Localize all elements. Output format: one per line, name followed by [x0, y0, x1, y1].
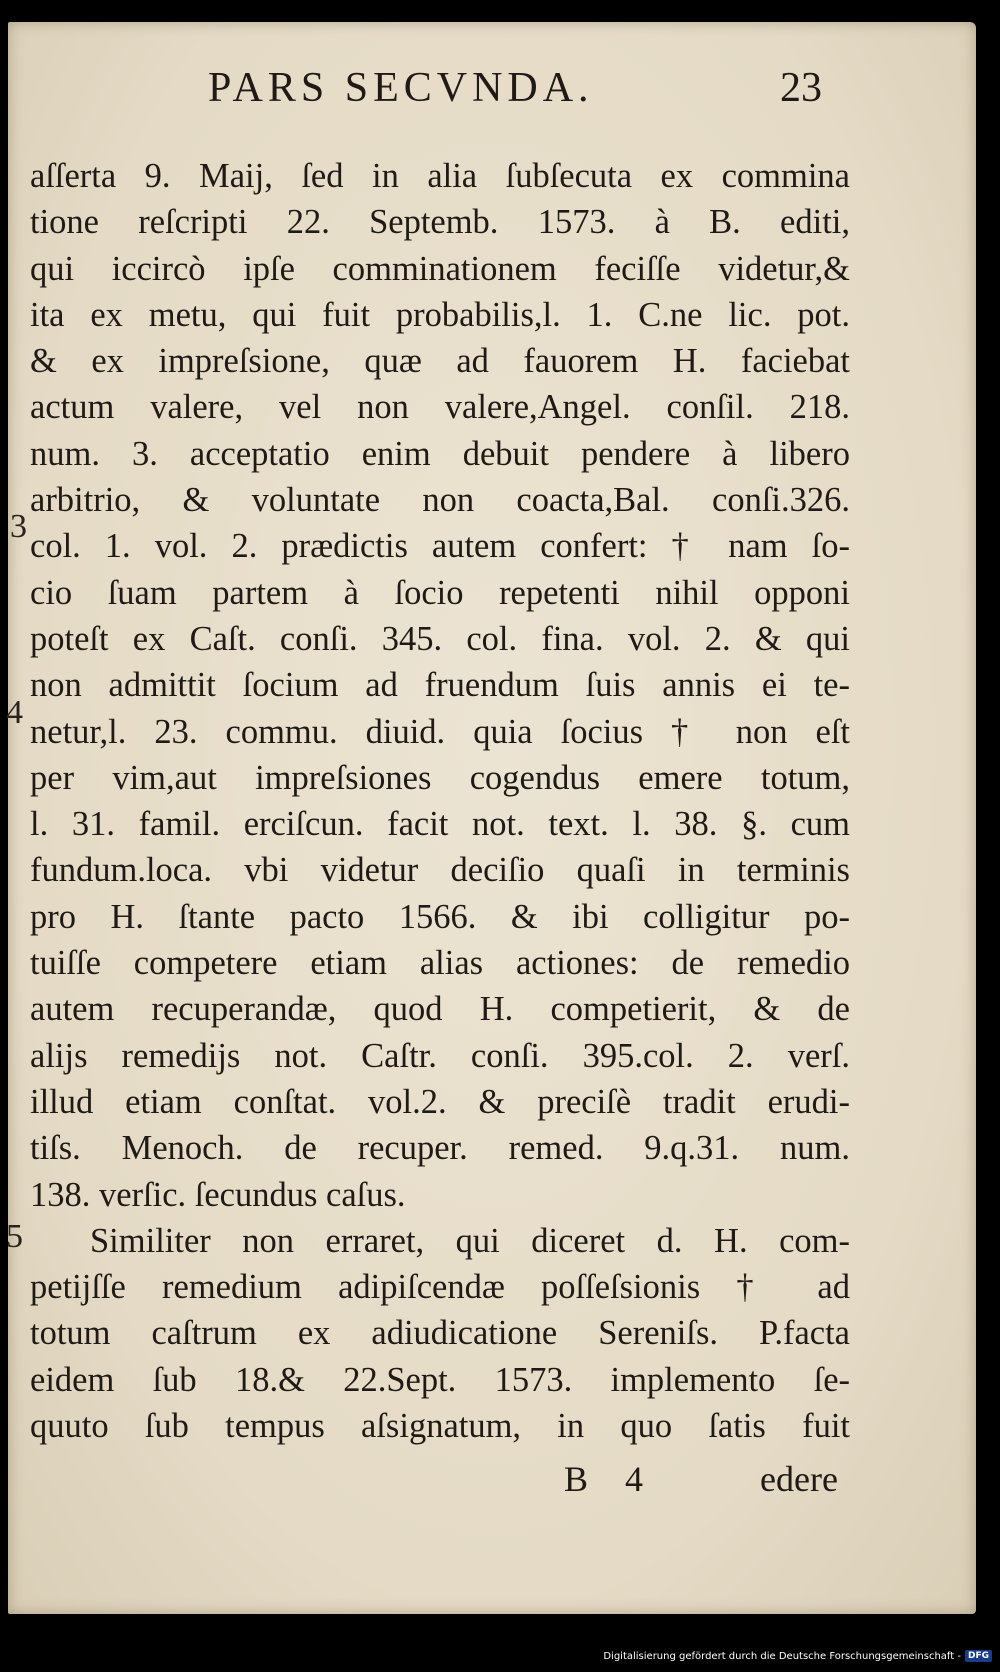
signature-mark: B 4 — [564, 1459, 644, 1499]
text-line: actum valere, vel non valere,Angel. conſil. 218. — [30, 388, 850, 427]
text-line: qui iccircò ipſe comminationem feciſſe videtur,& — [30, 249, 850, 288]
digitization-credit — [603, 1646, 992, 1666]
text-line: quuto ſub tempus aſsignatum, in quo ſatis fuit — [30, 1407, 850, 1446]
text-line: illud etiam conſtat. vol.2. & preciſè tradit erudi- — [30, 1082, 850, 1121]
text-line: pro H. ſtante pacto 1566. & ibi colligitur po- — [30, 897, 850, 936]
text-line: petijſſe remedium adipiſcendæ poſſeſsionis † ad — [30, 1268, 850, 1307]
credit-text: Digitalisierung gefördert durch die Deutsche Forschungsgemeinschaft - — [603, 1650, 961, 1662]
text-line: l. 31. famil. erciſcun. facit not. text. l. 38. §. cum — [30, 805, 850, 844]
marginal-number: 3 — [10, 508, 27, 545]
text-line: 138. verſic. ſecundus caſus. — [30, 1175, 406, 1214]
text-line: arbitrio, & voluntate non coacta,Bal. conſi.326. — [30, 481, 850, 520]
text-line: cio ſuam partem à ſocio repetenti nihil opponi — [30, 573, 850, 612]
text-line: autem recuperandæ, quod H. competierit, & de — [30, 990, 850, 1029]
text-line: eidem ſub 18.& 22.Sept. 1573. implemento ſe- — [30, 1360, 850, 1399]
marginal-number: 4 — [6, 694, 23, 731]
text-line: poteſt ex Caſt. conſi. 345. col. fina. vol. 2. & qui — [30, 619, 850, 658]
page-footer — [8, 1458, 976, 1508]
text-line: tione reſcripti 22. Septemb. 1573. à B. editi, — [30, 203, 850, 242]
book-page — [8, 22, 976, 1614]
catchword: edere — [760, 1459, 838, 1499]
text-line: col. 1. vol. 2. prædictis autem confert: † nam ſo- — [30, 527, 850, 566]
dfg-logo-icon: DFG — [965, 1650, 992, 1662]
text-line: alijs remedijs not. Caſtr. conſi. 395.col. 2. verſ. — [30, 1036, 850, 1075]
text-line: non admittit ſocium ad fruendum ſuis annis ei te- — [30, 666, 850, 705]
marginal-number: 5 — [6, 1218, 23, 1255]
page-number: 23 — [780, 65, 822, 111]
text-line: aſſerta 9. Maij, ſed in alia ſubſecuta ex commina — [30, 157, 850, 195]
text-line: tuiſſe competere etiam alias actiones: de remedio — [30, 944, 850, 983]
text-line: num. 3. acceptatio enim debuit pendere à libero — [30, 434, 850, 473]
text-line: netur,l. 23. commu. diuid. quia ſocius † non eſt — [30, 712, 850, 751]
text-line: ita ex metu, qui fuit probabilis,l. 1. C.ne lic. pot. — [30, 295, 850, 334]
text-line: Similiter non erraret, qui diceret d. H. com- — [90, 1221, 850, 1260]
page-header — [8, 64, 976, 124]
text-line: & ex impreſsione, quæ ad fauorem H. faciebat — [30, 342, 850, 381]
body-text — [30, 153, 850, 1493]
running-title: PARS SECVNDA. — [208, 65, 594, 111]
text-line: tiſs. Menoch. de recuper. remed. 9.q.31. num. — [30, 1129, 850, 1168]
text-line: fundum.loca. vbi videtur deciſio quaſi in terminis — [30, 851, 850, 890]
text-line: totum caſtrum ex adiudicatione Sereniſs. P.facta — [30, 1314, 850, 1353]
text-line: per vim,aut impreſsiones cogendus emere totum, — [30, 758, 850, 797]
